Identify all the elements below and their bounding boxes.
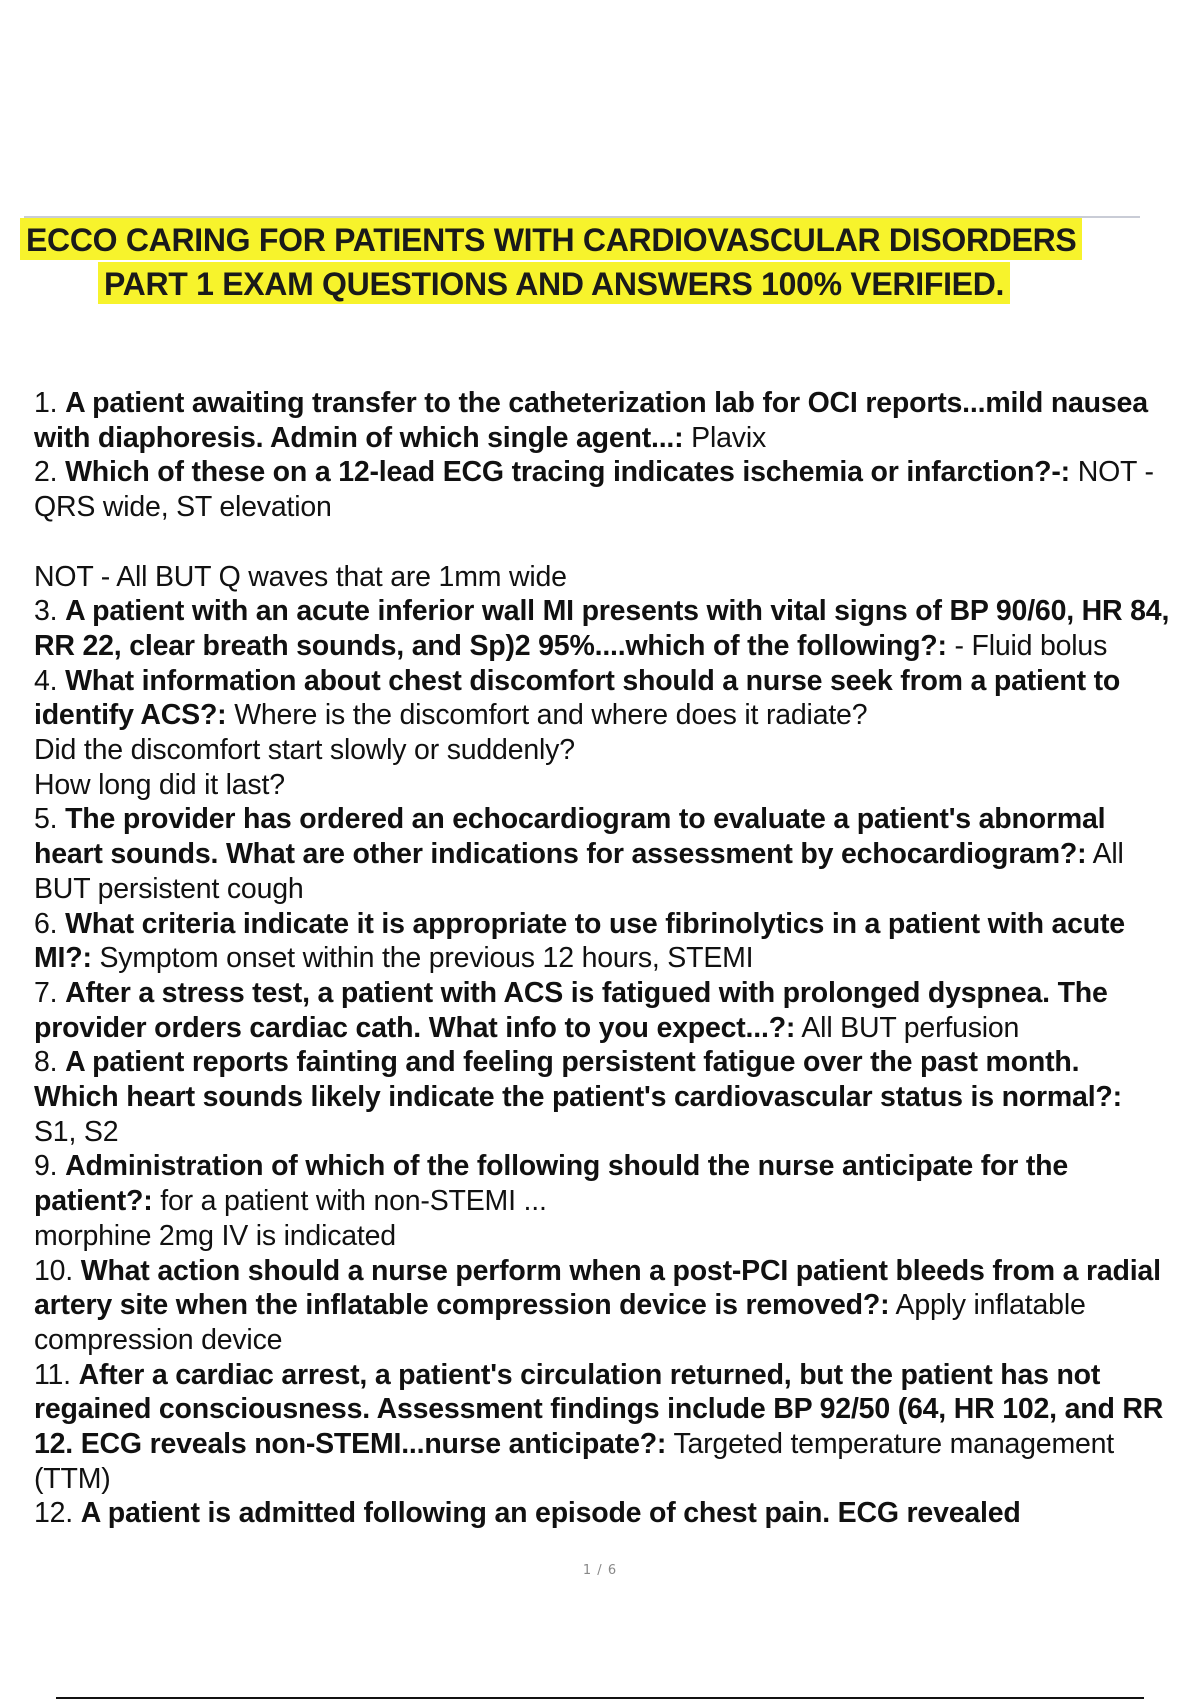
footer-divider: [56, 1697, 1144, 1699]
qa-item: [34, 1149, 1170, 1253]
question-number: 12.: [34, 1497, 74, 1530]
answer-text: All BUT persistent cough: [34, 838, 1124, 905]
question-number: 6.: [34, 907, 58, 940]
question-text: After a stress test, a patient with ACS is fatigued with prolonged dyspnea. The provider orders cardiac cath. What info to you expect...?:: [34, 976, 1108, 1044]
question-text: What information about chest discomfort should a nurse seek from a patient to identify ACS?:: [34, 664, 1121, 732]
question-text: What criteria indicate it is appropriate to use fibrinolytics in a patient with acute MI?:: [34, 907, 1125, 975]
answer-continuation: NOT - All BUT Q waves that are 1mm wide: [34, 560, 567, 593]
blank-line: [34, 525, 1170, 560]
answer-text: S1, S2: [34, 1115, 119, 1148]
answer-text: for a patient with non-STEMI ...: [160, 1185, 547, 1218]
question-number: 7.: [34, 976, 58, 1009]
question-number: 9.: [34, 1150, 58, 1183]
question-number: 8.: [34, 1046, 58, 1079]
qa-item: [34, 907, 1170, 976]
qa-item: [34, 1045, 1170, 1149]
document-title: [0, 218, 1200, 304]
qa-item: [34, 802, 1170, 906]
qa-item: [34, 1254, 1170, 1358]
question-number: 11.: [34, 1358, 71, 1391]
title-line-2: PART 1 EXAM QUESTIONS AND ANSWERS 100% VERIFIED.: [98, 262, 1010, 304]
answer-continuation: How long did it last?: [34, 768, 285, 801]
question-number: 4.: [34, 664, 58, 697]
answer-text: Targeted temperature management (TTM): [34, 1428, 1114, 1495]
question-text: A patient awaiting transfer to the catheterization lab for OCI reports...mild nausea with diaphoresis. Admin of which single agent...:: [34, 387, 1148, 454]
question-text: A patient is admitted following an episode of chest pain. ECG revealed: [80, 1497, 1021, 1530]
question-text: What action should a nurse perform when a post-PCI patient bleeds from a radial artery site when the inflatable compression device is removed?:: [34, 1254, 1161, 1322]
question-number: 10.: [34, 1254, 74, 1287]
answer-text: NOT - QRS wide, ST elevation: [34, 456, 1154, 524]
question-number: 2.: [34, 456, 58, 489]
answer-text: All BUT perfusion: [801, 1011, 1020, 1044]
qa-item: [34, 664, 1170, 803]
answer-continuation: morphine 2mg IV is indicated: [34, 1219, 396, 1252]
qa-item: [34, 455, 1170, 594]
qa-item: [34, 976, 1170, 1045]
question-answer-list: [34, 386, 1170, 1531]
question-text: After a cardiac arrest, a patient's circulation returned, but the patient has not regained consciousness. Assessment findings include BP 92/50 (64, HR 102, and RR 12. ECG reveals non-STEMI...nurse anticipate?:: [34, 1358, 1164, 1461]
answer-text: Where is the discomfort and where does it radiate?: [234, 699, 868, 732]
page-number: 1 / 6: [582, 1563, 618, 1578]
answer-text: Symptom onset within the previous 12 hours, STEMI: [99, 942, 754, 975]
question-text: Which of these on a 12-lead ECG tracing indicates ischemia or infarction?-:: [65, 456, 1070, 489]
qa-item: [34, 1496, 1170, 1531]
question-number: 1.: [34, 387, 58, 419]
qa-item: [34, 594, 1170, 663]
question-text: The provider has ordered an echocardiogram to evaluate a patient's abnormal heart sounds. What are other indications for assessment by echocardiogram?:: [34, 803, 1106, 871]
answer-text: Apply inflatable compression device: [34, 1289, 1086, 1356]
question-text: A patient with an acute inferior wall MI presents with vital signs of BP 90/60, HR 84, RR 22, clear breath sounds, and Sp)2 95%....which of the following?:: [34, 595, 1170, 662]
question-text: Administration of which of the following should the nurse anticipate for the patient?:: [34, 1150, 1068, 1218]
title-line-1: ECCO CARING FOR PATIENTS WITH CARDIOVASCULAR DISORDERS: [20, 218, 1082, 260]
question-number: 3.: [34, 595, 58, 628]
answer-text: - Fluid bolus: [954, 629, 1108, 662]
answer-continuation: Did the discomfort start slowly or suddenly?: [34, 734, 575, 767]
question-text: A patient reports fainting and feeling persistent fatigue over the past month. Which heart sounds likely indicate the patient's cardiovascular status is normal?:: [34, 1046, 1122, 1114]
qa-item: [34, 386, 1170, 455]
question-number: 5.: [34, 803, 58, 836]
answer-text: Plavix: [691, 421, 766, 454]
qa-item: [34, 1358, 1170, 1497]
